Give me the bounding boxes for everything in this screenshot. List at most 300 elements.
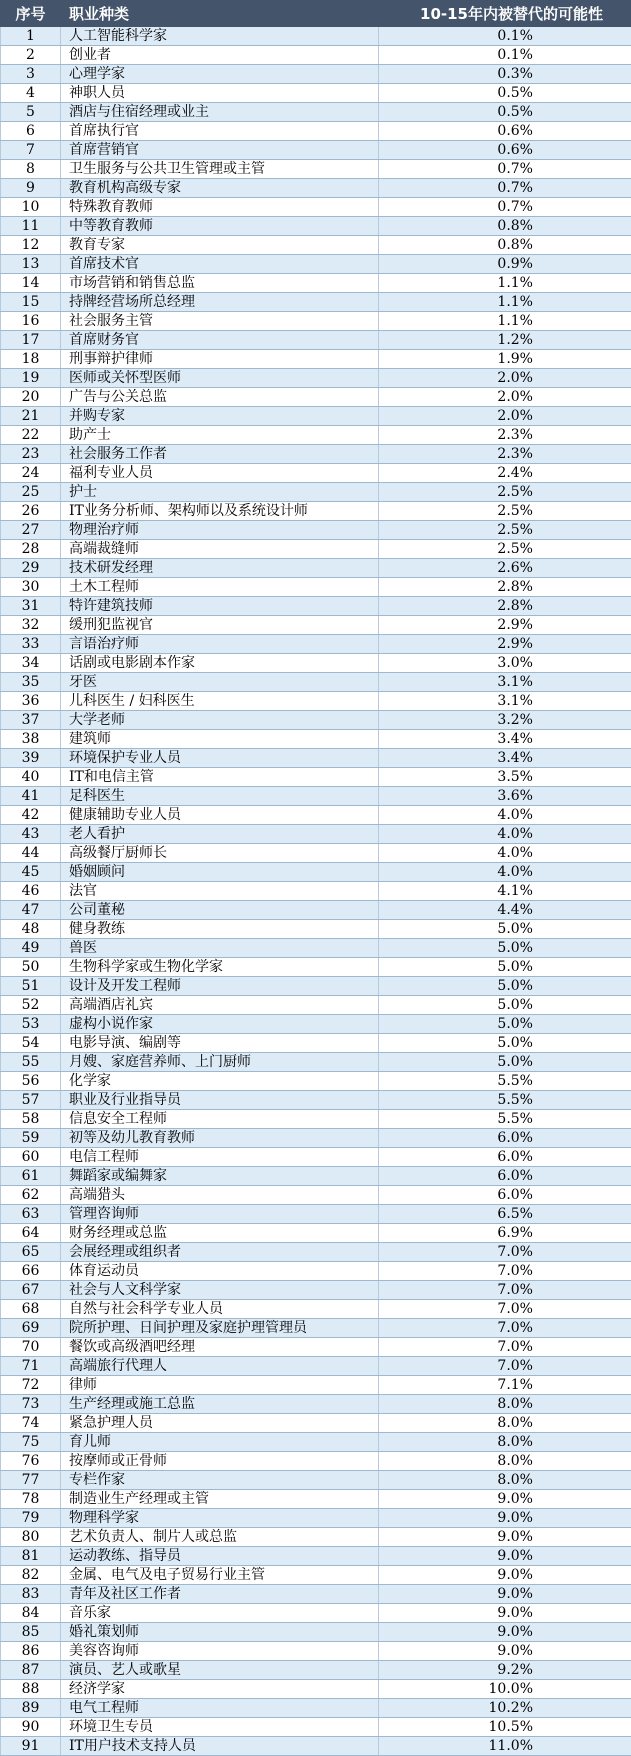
occupation-cell: 护士 (61, 483, 379, 502)
occupation-cell: 金属、电气及电子贸易行业主管 (61, 1566, 379, 1585)
table-row (1, 597, 631, 616)
occupation-cell: 音乐家 (61, 1604, 379, 1623)
table-row (1, 1281, 631, 1300)
occupation-cell: 社会服务工作者 (61, 445, 379, 464)
table-row (1, 1604, 631, 1623)
row-index-cell: 63 (1, 1205, 61, 1224)
occupation-cell: 紧急护理人员 (61, 1414, 379, 1433)
probability-cell: 0.7% (379, 198, 631, 217)
occupation-cell: 特许建筑技师 (61, 597, 379, 616)
occupation-cell: 话剧或电影剧本作家 (61, 654, 379, 673)
row-index-cell: 16 (1, 312, 61, 331)
probability-cell: 5.5% (379, 1091, 631, 1110)
table-row (1, 1528, 631, 1547)
row-index-cell: 66 (1, 1262, 61, 1281)
table-row (1, 692, 631, 711)
table-row (1, 84, 631, 103)
probability-cell: 2.6% (379, 559, 631, 578)
row-index-cell: 81 (1, 1547, 61, 1566)
probability-cell: 9.0% (379, 1585, 631, 1604)
table-row (1, 920, 631, 939)
occupation-cell: 高端裁缝师 (61, 540, 379, 559)
row-index-cell: 48 (1, 920, 61, 939)
table-row (1, 312, 631, 331)
table-row (1, 1091, 631, 1110)
row-index-cell: 88 (1, 1680, 61, 1699)
row-index-cell: 87 (1, 1661, 61, 1680)
probability-cell: 3.4% (379, 749, 631, 768)
probability-cell: 8.0% (379, 1433, 631, 1452)
probability-cell: 0.8% (379, 236, 631, 255)
probability-cell: 3.0% (379, 654, 631, 673)
row-index-cell: 72 (1, 1376, 61, 1395)
probability-cell: 5.0% (379, 939, 631, 958)
table-row (1, 1661, 631, 1680)
table-row (1, 578, 631, 597)
row-index-cell: 21 (1, 407, 61, 426)
row-index-cell: 51 (1, 977, 61, 996)
row-index-cell: 79 (1, 1509, 61, 1528)
table-row (1, 464, 631, 483)
row-index-cell: 32 (1, 616, 61, 635)
probability-cell: 1.9% (379, 350, 631, 369)
probability-cell: 6.0% (379, 1186, 631, 1205)
probability-cell: 10.0% (379, 1680, 631, 1699)
row-index-cell: 86 (1, 1642, 61, 1661)
table-row (1, 1414, 631, 1433)
occupation-cell: 院所护理、日间护理及家庭护理管理员 (61, 1319, 379, 1338)
table-row (1, 1471, 631, 1490)
row-index-cell: 23 (1, 445, 61, 464)
probability-cell: 10.5% (379, 1718, 631, 1737)
table-row (1, 1034, 631, 1053)
row-index-cell: 3 (1, 65, 61, 84)
row-index-cell: 90 (1, 1718, 61, 1737)
row-index-cell: 91 (1, 1737, 61, 1756)
row-index-cell: 57 (1, 1091, 61, 1110)
row-index-cell: 64 (1, 1224, 61, 1243)
row-index-cell: 65 (1, 1243, 61, 1262)
probability-cell: 7.0% (379, 1281, 631, 1300)
row-index-cell: 58 (1, 1110, 61, 1129)
row-index-cell: 77 (1, 1471, 61, 1490)
table-row (1, 768, 631, 787)
table-row (1, 1015, 631, 1034)
table-row (1, 787, 631, 806)
table-row (1, 198, 631, 217)
table-row (1, 1072, 631, 1091)
occupation-cell: 高端旅行代理人 (61, 1357, 379, 1376)
probability-cell: 5.0% (379, 1015, 631, 1034)
row-index-cell: 83 (1, 1585, 61, 1604)
probability-cell: 7.0% (379, 1357, 631, 1376)
table-row (1, 825, 631, 844)
table-row (1, 616, 631, 635)
row-index-cell: 15 (1, 293, 61, 312)
occupation-cell: 儿科医生 / 妇科医生 (61, 692, 379, 711)
occupation-cell: 福利专业人员 (61, 464, 379, 483)
row-index-cell: 55 (1, 1053, 61, 1072)
row-index-cell: 2 (1, 46, 61, 65)
occupation-cell: 电信工程师 (61, 1148, 379, 1167)
row-index-cell: 74 (1, 1414, 61, 1433)
row-index-cell: 14 (1, 274, 61, 293)
table-row (1, 559, 631, 578)
row-index-cell: 82 (1, 1566, 61, 1585)
row-index-cell: 46 (1, 882, 61, 901)
occupation-cell: 社会与人文科学家 (61, 1281, 379, 1300)
row-index-cell: 76 (1, 1452, 61, 1471)
row-index-cell: 31 (1, 597, 61, 616)
row-index-cell: 13 (1, 255, 61, 274)
occupation-cell: 高级餐厅厨师长 (61, 844, 379, 863)
table-row (1, 1623, 631, 1642)
row-index-cell: 39 (1, 749, 61, 768)
occupation-cell: 健身教练 (61, 920, 379, 939)
occupation-cell: 体育运动员 (61, 1262, 379, 1281)
table-row (1, 1737, 631, 1756)
row-index-cell: 40 (1, 768, 61, 787)
table-row (1, 1110, 631, 1129)
row-index-cell: 28 (1, 540, 61, 559)
occupation-cell: 特殊教育教师 (61, 198, 379, 217)
table-row (1, 236, 631, 255)
row-index-cell: 69 (1, 1319, 61, 1338)
table-row (1, 274, 631, 293)
occupation-cell: 月嫂、家庭营养师、上门厨师 (61, 1053, 379, 1072)
table-row (1, 1490, 631, 1509)
probability-cell: 0.1% (379, 27, 631, 46)
row-index-cell: 89 (1, 1699, 61, 1718)
occupation-cell: 经济学家 (61, 1680, 379, 1699)
table-row (1, 673, 631, 692)
occupation-cell: 虚构小说作家 (61, 1015, 379, 1034)
table-row (1, 1148, 631, 1167)
probability-cell: 9.0% (379, 1528, 631, 1547)
probability-cell: 6.9% (379, 1224, 631, 1243)
occupation-cell: 育儿师 (61, 1433, 379, 1452)
probability-cell: 4.4% (379, 901, 631, 920)
probability-cell: 9.0% (379, 1547, 631, 1566)
table-row (1, 331, 631, 350)
probability-cell: 6.0% (379, 1148, 631, 1167)
occupation-cell: 广告与公关总监 (61, 388, 379, 407)
occupation-cell: 首席技术官 (61, 255, 379, 274)
occupation-cell: 老人看护 (61, 825, 379, 844)
row-index-cell: 29 (1, 559, 61, 578)
occupation-cell: 设计及开发工程师 (61, 977, 379, 996)
probability-cell: 7.0% (379, 1262, 631, 1281)
occupation-cell: 教育机构高级专家 (61, 179, 379, 198)
probability-cell: 3.1% (379, 673, 631, 692)
probability-cell: 2.4% (379, 464, 631, 483)
row-index-cell: 37 (1, 711, 61, 730)
occupation-cell: 化学家 (61, 1072, 379, 1091)
occupation-cell: 市场营销和销售总监 (61, 274, 379, 293)
table-row (1, 635, 631, 654)
header-probability: 10-15年内被替代的可能性 (379, 1, 631, 27)
table-row (1, 1509, 631, 1528)
occupation-cell: 电气工程师 (61, 1699, 379, 1718)
row-index-cell: 34 (1, 654, 61, 673)
row-index-cell: 49 (1, 939, 61, 958)
probability-cell: 0.6% (379, 122, 631, 141)
probability-cell: 6.0% (379, 1129, 631, 1148)
table-row (1, 103, 631, 122)
table-row (1, 958, 631, 977)
occupation-cell: 神职人员 (61, 84, 379, 103)
probability-cell: 6.5% (379, 1205, 631, 1224)
probability-cell: 2.8% (379, 578, 631, 597)
probability-cell: 2.9% (379, 616, 631, 635)
probability-cell: 3.5% (379, 768, 631, 787)
table-row (1, 1167, 631, 1186)
table-row (1, 1566, 631, 1585)
table-row (1, 255, 631, 274)
table-row (1, 939, 631, 958)
table-header (1, 1, 631, 27)
occupation-cell: 生产经理或施工总监 (61, 1395, 379, 1414)
occupation-cell: 卫生服务与公共卫生管理或主管 (61, 160, 379, 179)
occupation-cell: 创业者 (61, 46, 379, 65)
probability-cell: 9.0% (379, 1623, 631, 1642)
occupation-cell: 首席执行官 (61, 122, 379, 141)
table-row (1, 1300, 631, 1319)
probability-cell: 5.0% (379, 1053, 631, 1072)
occupation-cell: 按摩师或正骨师 (61, 1452, 379, 1471)
occupation-cell: 教育专家 (61, 236, 379, 255)
probability-cell: 8.0% (379, 1395, 631, 1414)
table-row (1, 1395, 631, 1414)
probability-cell: 5.0% (379, 977, 631, 996)
table-row (1, 1452, 631, 1471)
table-body (1, 27, 631, 1756)
table-row (1, 369, 631, 388)
occupation-cell: 演员、艺人或歌星 (61, 1661, 379, 1680)
table-row (1, 730, 631, 749)
probability-cell: 4.0% (379, 844, 631, 863)
probability-cell: 10.2% (379, 1699, 631, 1718)
table-row (1, 996, 631, 1015)
header-index: 序号 (1, 1, 61, 27)
row-index-cell: 61 (1, 1167, 61, 1186)
probability-cell: 9.0% (379, 1604, 631, 1623)
occupation-cell: 青年及社区工作者 (61, 1585, 379, 1604)
row-index-cell: 12 (1, 236, 61, 255)
table-row (1, 749, 631, 768)
probability-cell: 4.0% (379, 863, 631, 882)
row-index-cell: 35 (1, 673, 61, 692)
occupation-cell: 职业及行业指导员 (61, 1091, 379, 1110)
occupation-cell: 首席财务官 (61, 331, 379, 350)
probability-cell: 0.7% (379, 160, 631, 179)
row-index-cell: 33 (1, 635, 61, 654)
row-index-cell: 52 (1, 996, 61, 1015)
row-index-cell: 9 (1, 179, 61, 198)
occupation-cell: 健康辅助专业人员 (61, 806, 379, 825)
occupation-cell: 自然与社会科学专业人员 (61, 1300, 379, 1319)
occupation-cell: 信息安全工程师 (61, 1110, 379, 1129)
probability-cell: 1.1% (379, 293, 631, 312)
table-row (1, 844, 631, 863)
row-index-cell: 25 (1, 483, 61, 502)
table-row (1, 1642, 631, 1661)
row-index-cell: 22 (1, 426, 61, 445)
occupation-cell: 酒店与住宿经理或业主 (61, 103, 379, 122)
table-row (1, 1243, 631, 1262)
row-index-cell: 17 (1, 331, 61, 350)
row-index-cell: 56 (1, 1072, 61, 1091)
probability-cell: 5.5% (379, 1072, 631, 1091)
occupation-cell: 电影导演、编剧等 (61, 1034, 379, 1053)
row-index-cell: 70 (1, 1338, 61, 1357)
occupation-cell: 言语治疗师 (61, 635, 379, 654)
probability-cell: 9.0% (379, 1566, 631, 1585)
row-index-cell: 11 (1, 217, 61, 236)
occupation-cell: 助产士 (61, 426, 379, 445)
probability-cell: 6.0% (379, 1167, 631, 1186)
probability-cell: 1.1% (379, 274, 631, 293)
occupation-cell: 餐饮或高级酒吧经理 (61, 1338, 379, 1357)
table-row (1, 1186, 631, 1205)
table-row (1, 1699, 631, 1718)
table-row (1, 882, 631, 901)
occupation-cell: 财务经理或总监 (61, 1224, 379, 1243)
probability-cell: 0.5% (379, 84, 631, 103)
occupation-cell: IT和电信主管 (61, 768, 379, 787)
row-index-cell: 6 (1, 122, 61, 141)
table-row (1, 711, 631, 730)
probability-cell: 1.2% (379, 331, 631, 350)
table-row (1, 806, 631, 825)
occupation-cell: 物理科学家 (61, 1509, 379, 1528)
probability-cell: 9.0% (379, 1509, 631, 1528)
table-row (1, 1718, 631, 1737)
probability-cell: 5.0% (379, 958, 631, 977)
row-index-cell: 10 (1, 198, 61, 217)
table-row (1, 1205, 631, 1224)
row-index-cell: 36 (1, 692, 61, 711)
occupation-cell: 首席营销官 (61, 141, 379, 160)
row-index-cell: 44 (1, 844, 61, 863)
table-row (1, 350, 631, 369)
row-index-cell: 38 (1, 730, 61, 749)
probability-cell: 8.0% (379, 1471, 631, 1490)
table-row (1, 122, 631, 141)
table-row (1, 521, 631, 540)
row-index-cell: 5 (1, 103, 61, 122)
table-row (1, 217, 631, 236)
row-index-cell: 60 (1, 1148, 61, 1167)
row-index-cell: 27 (1, 521, 61, 540)
occupation-cell: 人工智能科学家 (61, 27, 379, 46)
probability-cell: 2.0% (379, 407, 631, 426)
row-index-cell: 7 (1, 141, 61, 160)
occupation-cell: 环境保护专业人员 (61, 749, 379, 768)
probability-cell: 7.0% (379, 1243, 631, 1262)
row-index-cell: 50 (1, 958, 61, 977)
occupation-cell: 兽医 (61, 939, 379, 958)
occupation-cell: 中等教育教师 (61, 217, 379, 236)
occupation-cell: 婚姻顾问 (61, 863, 379, 882)
probability-cell: 2.0% (379, 388, 631, 407)
row-index-cell: 18 (1, 350, 61, 369)
row-index-cell: 62 (1, 1186, 61, 1205)
occupation-cell: 运动教练、指导员 (61, 1547, 379, 1566)
probability-cell: 3.2% (379, 711, 631, 730)
occupation-cell: 技术研发经理 (61, 559, 379, 578)
row-index-cell: 78 (1, 1490, 61, 1509)
probability-cell: 2.5% (379, 483, 631, 502)
table-row (1, 27, 631, 46)
row-index-cell: 71 (1, 1357, 61, 1376)
row-index-cell: 1 (1, 27, 61, 46)
table-row (1, 141, 631, 160)
table-row (1, 1262, 631, 1281)
occupation-cell: IT用户技术支持人员 (61, 1737, 379, 1756)
probability-cell: 8.0% (379, 1414, 631, 1433)
probability-cell: 4.0% (379, 825, 631, 844)
header-occupation: 职业种类 (61, 1, 379, 27)
occupation-cell: 制造业生产经理或主管 (61, 1490, 379, 1509)
row-index-cell: 73 (1, 1395, 61, 1414)
occupation-cell: 美容咨询师 (61, 1642, 379, 1661)
probability-cell: 7.0% (379, 1300, 631, 1319)
occupation-cell: 法官 (61, 882, 379, 901)
occupation-cell: 刑事辩护律师 (61, 350, 379, 369)
table-row (1, 388, 631, 407)
probability-cell: 0.7% (379, 179, 631, 198)
table-row (1, 1357, 631, 1376)
row-index-cell: 19 (1, 369, 61, 388)
probability-cell: 3.4% (379, 730, 631, 749)
row-index-cell: 67 (1, 1281, 61, 1300)
table-row (1, 1585, 631, 1604)
table-row (1, 445, 631, 464)
probability-cell: 5.5% (379, 1110, 631, 1129)
row-index-cell: 43 (1, 825, 61, 844)
table-row (1, 1053, 631, 1072)
occupation-cell: 物理治疗师 (61, 521, 379, 540)
probability-cell: 5.0% (379, 920, 631, 939)
probability-cell: 3.6% (379, 787, 631, 806)
occupation-cell: 舞蹈家或编舞家 (61, 1167, 379, 1186)
row-index-cell: 54 (1, 1034, 61, 1053)
row-index-cell: 41 (1, 787, 61, 806)
probability-cell: 2.5% (379, 540, 631, 559)
row-index-cell: 53 (1, 1015, 61, 1034)
occupation-cell: 社会服务主管 (61, 312, 379, 331)
row-index-cell: 42 (1, 806, 61, 825)
table-row (1, 483, 631, 502)
table-row (1, 977, 631, 996)
occupation-cell: 医师或关怀型医师 (61, 369, 379, 388)
probability-cell: 2.5% (379, 521, 631, 540)
occupation-cell: 艺术负责人、制片人或总监 (61, 1528, 379, 1547)
row-index-cell: 4 (1, 84, 61, 103)
probability-cell: 9.0% (379, 1490, 631, 1509)
table-row (1, 426, 631, 445)
probability-cell: 0.6% (379, 141, 631, 160)
row-index-cell: 24 (1, 464, 61, 483)
row-index-cell: 75 (1, 1433, 61, 1452)
table-row (1, 1680, 631, 1699)
table-row (1, 160, 631, 179)
table-row (1, 863, 631, 882)
row-index-cell: 8 (1, 160, 61, 179)
occupation-cell: 婚礼策划师 (61, 1623, 379, 1642)
occupation-cell: 心理学家 (61, 65, 379, 84)
